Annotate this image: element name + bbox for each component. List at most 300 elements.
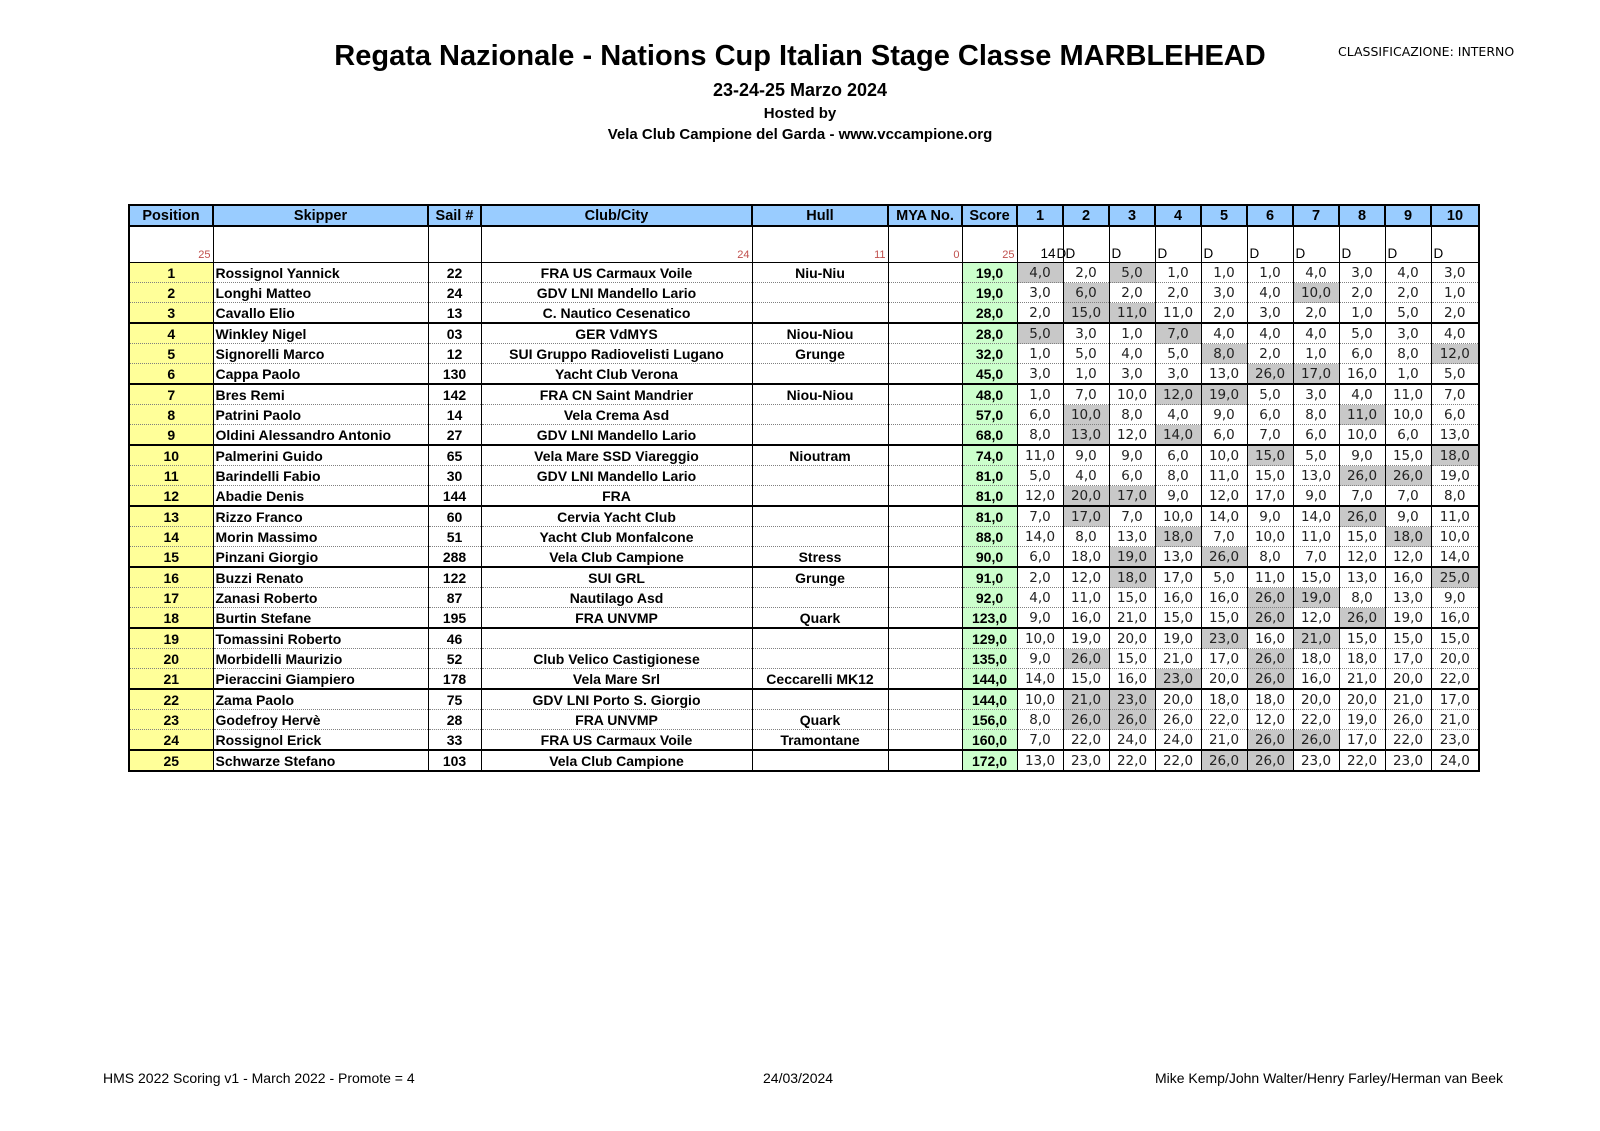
classification-label: CLASSIFICAZIONE: INTERNO <box>1338 44 1515 59</box>
skipper-cell: Bres Remi <box>213 384 428 405</box>
race-10-cell: 20,0 <box>1431 649 1479 669</box>
race-6-cell: 16,0 <box>1247 628 1293 649</box>
position-cell: 23 <box>129 710 213 730</box>
race-3-cell: 3,0 <box>1109 364 1155 385</box>
col-race-2: 2 <box>1063 205 1109 226</box>
mya-cell <box>888 486 962 507</box>
score-cell: 32,0 <box>962 344 1017 364</box>
table-row <box>129 628 1479 649</box>
race-3-cell: 16,0 <box>1109 669 1155 690</box>
table-row <box>129 466 1479 486</box>
race-7-cell: 17,0 <box>1293 364 1339 385</box>
race-5-cell: 19,0 <box>1201 384 1247 405</box>
race-7-cell: 16,0 <box>1293 669 1339 690</box>
race-2-cell: 7,0 <box>1063 384 1109 405</box>
position-cell: 20 <box>129 649 213 669</box>
race-10-cell: 15,0 <box>1431 628 1479 649</box>
position-cell: 21 <box>129 669 213 690</box>
hull-cell <box>752 750 888 771</box>
race-1-cell: 6,0 <box>1017 547 1063 568</box>
race-5-cell: 9,0 <box>1201 405 1247 425</box>
score-cell: 144,0 <box>962 689 1017 710</box>
race-9-cell: 1,0 <box>1385 364 1431 385</box>
mya-cell <box>888 445 962 466</box>
race-9-cell: 16,0 <box>1385 567 1431 588</box>
race-4-cell: 6,0 <box>1155 445 1201 466</box>
mya-cell <box>888 364 962 385</box>
score-cell: 19,0 <box>962 283 1017 303</box>
sail-cell: 103 <box>428 750 481 771</box>
race-7-cell: 8,0 <box>1293 405 1339 425</box>
race-2-cell: 5,0 <box>1063 344 1109 364</box>
race-3-cell: 24,0 <box>1109 730 1155 751</box>
race-5-cell: 5,0 <box>1201 567 1247 588</box>
race-8-cell: 21,0 <box>1339 669 1385 690</box>
race-6-cell: 4,0 <box>1247 323 1293 344</box>
race-9-cell: 9,0 <box>1385 506 1431 527</box>
race-1-cell: 14,0 <box>1017 527 1063 547</box>
count-race-9: D <box>1385 226 1431 263</box>
hull-cell: Niu-Niu <box>752 263 888 283</box>
race-7-cell: 13,0 <box>1293 466 1339 486</box>
race-4-cell: 7,0 <box>1155 323 1201 344</box>
hull-cell: Grunge <box>752 344 888 364</box>
race-8-cell: 20,0 <box>1339 689 1385 710</box>
race-8-cell: 7,0 <box>1339 486 1385 507</box>
race-1-cell: 5,0 <box>1017 323 1063 344</box>
table-row <box>129 567 1479 588</box>
race-5-cell: 10,0 <box>1201 445 1247 466</box>
race-9-cell: 22,0 <box>1385 730 1431 751</box>
club-cell: Cervia Yacht Club <box>481 506 752 527</box>
table-row <box>129 384 1479 405</box>
score-cell: 123,0 <box>962 608 1017 629</box>
count-hull: 11 <box>752 226 888 263</box>
score-cell: 135,0 <box>962 649 1017 669</box>
count-race-2: D <box>1063 226 1109 263</box>
hull-cell <box>752 466 888 486</box>
race-8-cell: 26,0 <box>1339 608 1385 629</box>
club-cell: Nautilago Asd <box>481 588 752 608</box>
race-10-cell: 23,0 <box>1431 730 1479 751</box>
race-6-cell: 26,0 <box>1247 750 1293 771</box>
col-race-1: 1 <box>1017 205 1063 226</box>
race-5-cell: 22,0 <box>1201 710 1247 730</box>
race-10-cell: 25,0 <box>1431 567 1479 588</box>
hull-cell: Niou-Niou <box>752 323 888 344</box>
score-cell: 88,0 <box>962 527 1017 547</box>
col-race-5: 5 <box>1201 205 1247 226</box>
race-3-cell: 6,0 <box>1109 466 1155 486</box>
col-score: Score <box>962 205 1017 226</box>
skipper-cell: Burtin Stefane <box>213 608 428 629</box>
sail-cell: 03 <box>428 323 481 344</box>
mya-cell <box>888 425 962 446</box>
race-6-cell: 26,0 <box>1247 364 1293 385</box>
race-4-cell: 2,0 <box>1155 283 1201 303</box>
race-3-cell: 10,0 <box>1109 384 1155 405</box>
mya-cell <box>888 466 962 486</box>
sail-cell: 12 <box>428 344 481 364</box>
race-2-cell: 20,0 <box>1063 486 1109 507</box>
position-cell: 14 <box>129 527 213 547</box>
race-5-cell: 2,0 <box>1201 303 1247 324</box>
race-2-cell: 19,0 <box>1063 628 1109 649</box>
race-2-cell: 11,0 <box>1063 588 1109 608</box>
race-5-cell: 26,0 <box>1201 750 1247 771</box>
race-8-cell: 12,0 <box>1339 547 1385 568</box>
results-table <box>128 204 1480 772</box>
hull-cell <box>752 405 888 425</box>
race-6-cell: 12,0 <box>1247 710 1293 730</box>
race-5-cell: 11,0 <box>1201 466 1247 486</box>
race-10-cell: 9,0 <box>1431 588 1479 608</box>
race-6-cell: 18,0 <box>1247 689 1293 710</box>
race-2-cell: 8,0 <box>1063 527 1109 547</box>
position-cell: 7 <box>129 384 213 405</box>
race-3-cell: 26,0 <box>1109 710 1155 730</box>
race-5-cell: 21,0 <box>1201 730 1247 751</box>
mya-cell <box>888 669 962 690</box>
race-5-cell: 20,0 <box>1201 669 1247 690</box>
race-1-cell: 1,0 <box>1017 384 1063 405</box>
sail-cell: 52 <box>428 649 481 669</box>
race-4-cell: 17,0 <box>1155 567 1201 588</box>
table-row <box>129 750 1479 771</box>
col-race-6: 6 <box>1247 205 1293 226</box>
position-cell: 16 <box>129 567 213 588</box>
race-4-cell: 13,0 <box>1155 547 1201 568</box>
race-5-cell: 12,0 <box>1201 486 1247 507</box>
race-2-cell: 6,0 <box>1063 283 1109 303</box>
sail-cell: 46 <box>428 628 481 649</box>
race-5-cell: 8,0 <box>1201 344 1247 364</box>
race-5-cell: 18,0 <box>1201 689 1247 710</box>
hull-cell: Ceccarelli MK12 <box>752 669 888 690</box>
hull-cell: Stress <box>752 547 888 568</box>
club-cell: FRA CN Saint Mandrier <box>481 384 752 405</box>
skipper-cell: Pinzani Giorgio <box>213 547 428 568</box>
race-1-cell: 1,0 <box>1017 344 1063 364</box>
race-5-cell: 13,0 <box>1201 364 1247 385</box>
race-8-cell: 26,0 <box>1339 466 1385 486</box>
score-cell: 19,0 <box>962 263 1017 283</box>
race-8-cell: 5,0 <box>1339 323 1385 344</box>
skipper-cell: Cavallo Elio <box>213 303 428 324</box>
table-row <box>129 730 1479 751</box>
mya-cell <box>888 263 962 283</box>
race-10-cell: 17,0 <box>1431 689 1479 710</box>
race-2-cell: 1,0 <box>1063 364 1109 385</box>
position-cell: 11 <box>129 466 213 486</box>
race-6-cell: 10,0 <box>1247 527 1293 547</box>
race-3-cell: 18,0 <box>1109 567 1155 588</box>
race-6-cell: 17,0 <box>1247 486 1293 507</box>
race-4-cell: 12,0 <box>1155 384 1201 405</box>
position-cell: 12 <box>129 486 213 507</box>
race-10-cell: 18,0 <box>1431 445 1479 466</box>
mya-cell <box>888 303 962 324</box>
race-8-cell: 11,0 <box>1339 405 1385 425</box>
race-1-cell: 8,0 <box>1017 710 1063 730</box>
count-race-10: D <box>1431 226 1479 263</box>
sail-cell: 130 <box>428 364 481 385</box>
race-3-cell: 22,0 <box>1109 750 1155 771</box>
position-cell: 8 <box>129 405 213 425</box>
race-1-cell: 4,0 <box>1017 263 1063 283</box>
score-cell: 172,0 <box>962 750 1017 771</box>
mya-cell <box>888 527 962 547</box>
score-cell: 81,0 <box>962 466 1017 486</box>
race-6-cell: 26,0 <box>1247 730 1293 751</box>
race-10-cell: 22,0 <box>1431 669 1479 690</box>
race-7-cell: 6,0 <box>1293 425 1339 446</box>
mya-cell <box>888 750 962 771</box>
sail-cell: 24 <box>428 283 481 303</box>
race-10-cell: 14,0 <box>1431 547 1479 568</box>
skipper-cell: Morbidelli Maurizio <box>213 649 428 669</box>
count-club: 24 <box>481 226 752 263</box>
race-3-cell: 11,0 <box>1109 303 1155 324</box>
race-2-cell: 4,0 <box>1063 466 1109 486</box>
club-cell: C. Nautico Cesenatico <box>481 303 752 324</box>
hosted-by-label: Hosted by <box>763 105 837 122</box>
col-hull: Hull <box>752 205 888 226</box>
club-cell: Vela Club Campione <box>481 750 752 771</box>
race-3-cell: 5,0 <box>1109 263 1155 283</box>
race-4-cell: 20,0 <box>1155 689 1201 710</box>
col-sail: Sail # <box>428 205 481 226</box>
race-3-cell: 15,0 <box>1109 588 1155 608</box>
race-4-cell: 16,0 <box>1155 588 1201 608</box>
hull-cell <box>752 689 888 710</box>
score-cell: 81,0 <box>962 486 1017 507</box>
race-2-cell: 13,0 <box>1063 425 1109 446</box>
skipper-cell: Pieraccini Giampiero <box>213 669 428 690</box>
race-6-cell: 15,0 <box>1247 466 1293 486</box>
page-title: Regata Nazionale - Nations Cup Italian Stage Classe MARBLEHEAD <box>334 40 1266 72</box>
race-6-cell: 3,0 <box>1247 303 1293 324</box>
race-6-cell: 8,0 <box>1247 547 1293 568</box>
mya-cell <box>888 649 962 669</box>
race-10-cell: 16,0 <box>1431 608 1479 629</box>
hull-cell: Nioutram <box>752 445 888 466</box>
sail-cell: 60 <box>428 506 481 527</box>
race-7-cell: 18,0 <box>1293 649 1339 669</box>
position-cell: 13 <box>129 506 213 527</box>
col-club: Club/City <box>481 205 752 226</box>
club-cell: GER VdMYS <box>481 323 752 344</box>
race-8-cell: 15,0 <box>1339 628 1385 649</box>
club-cell: GDV LNI Mandello Lario <box>481 283 752 303</box>
race-5-cell: 17,0 <box>1201 649 1247 669</box>
position-cell: 3 <box>129 303 213 324</box>
race-10-cell: 24,0 <box>1431 750 1479 771</box>
sail-cell: 33 <box>428 730 481 751</box>
position-cell: 22 <box>129 689 213 710</box>
mya-cell <box>888 405 962 425</box>
race-9-cell: 19,0 <box>1385 608 1431 629</box>
table-row <box>129 445 1479 466</box>
score-cell: 45,0 <box>962 364 1017 385</box>
club-cell: Club Velico Castigionese <box>481 649 752 669</box>
skipper-cell: Oldini Alessandro Antonio <box>213 425 428 446</box>
club-cell: FRA US Carmaux Voile <box>481 263 752 283</box>
skipper-cell: Longhi Matteo <box>213 283 428 303</box>
race-9-cell: 21,0 <box>1385 689 1431 710</box>
race-1-cell: 6,0 <box>1017 405 1063 425</box>
race-5-cell: 26,0 <box>1201 547 1247 568</box>
race-7-cell: 12,0 <box>1293 608 1339 629</box>
hull-cell <box>752 628 888 649</box>
skipper-cell: Winkley Nigel <box>213 323 428 344</box>
position-cell: 4 <box>129 323 213 344</box>
race-8-cell: 1,0 <box>1339 303 1385 324</box>
hull-cell: Grunge <box>752 567 888 588</box>
mya-cell <box>888 567 962 588</box>
count-mya: 0 <box>888 226 962 263</box>
score-cell: 68,0 <box>962 425 1017 446</box>
club-cell: FRA <box>481 486 752 507</box>
table-row <box>129 608 1479 629</box>
table-row <box>129 649 1479 669</box>
race-7-cell: 4,0 <box>1293 263 1339 283</box>
race-5-cell: 1,0 <box>1201 263 1247 283</box>
skipper-cell: Palmerini Guido <box>213 445 428 466</box>
hull-cell <box>752 588 888 608</box>
race-2-cell: 26,0 <box>1063 649 1109 669</box>
hull-cell <box>752 649 888 669</box>
race-2-cell: 18,0 <box>1063 547 1109 568</box>
hull-cell: Niou-Niou <box>752 384 888 405</box>
race-7-cell: 26,0 <box>1293 730 1339 751</box>
sail-cell: 51 <box>428 527 481 547</box>
hull-cell <box>752 303 888 324</box>
club-cell: FRA US Carmaux Voile <box>481 730 752 751</box>
race-9-cell: 20,0 <box>1385 669 1431 690</box>
race-2-cell: 21,0 <box>1063 689 1109 710</box>
race-10-cell: 3,0 <box>1431 263 1479 283</box>
sail-cell: 144 <box>428 486 481 507</box>
race-1-cell: 14,0 <box>1017 669 1063 690</box>
race-7-cell: 15,0 <box>1293 567 1339 588</box>
skipper-cell: Patrini Paolo <box>213 405 428 425</box>
mya-cell <box>888 689 962 710</box>
position-cell: 10 <box>129 445 213 466</box>
hull-cell <box>752 425 888 446</box>
table-row <box>129 506 1479 527</box>
skipper-cell: Barindelli Fabio <box>213 466 428 486</box>
race-2-cell: 12,0 <box>1063 567 1109 588</box>
hull-cell: Quark <box>752 608 888 629</box>
race-9-cell: 13,0 <box>1385 588 1431 608</box>
mya-cell <box>888 628 962 649</box>
sail-cell: 28 <box>428 710 481 730</box>
club-cell: Vela Mare SSD Viareggio <box>481 445 752 466</box>
skipper-cell: Morin Massimo <box>213 527 428 547</box>
race-6-cell: 26,0 <box>1247 608 1293 629</box>
sail-cell: 14 <box>428 405 481 425</box>
race-1-cell: 2,0 <box>1017 303 1063 324</box>
race-8-cell: 26,0 <box>1339 506 1385 527</box>
race-3-cell: 4,0 <box>1109 344 1155 364</box>
race-9-cell: 6,0 <box>1385 425 1431 446</box>
race-8-cell: 8,0 <box>1339 588 1385 608</box>
table-row <box>129 486 1479 507</box>
race-9-cell: 5,0 <box>1385 303 1431 324</box>
race-5-cell: 23,0 <box>1201 628 1247 649</box>
race-7-cell: 21,0 <box>1293 628 1339 649</box>
race-7-cell: 4,0 <box>1293 323 1339 344</box>
race-7-cell: 7,0 <box>1293 547 1339 568</box>
position-cell: 2 <box>129 283 213 303</box>
position-cell: 24 <box>129 730 213 751</box>
race-8-cell: 3,0 <box>1339 263 1385 283</box>
race-8-cell: 15,0 <box>1339 527 1385 547</box>
race-8-cell: 10,0 <box>1339 425 1385 446</box>
race-4-cell: 24,0 <box>1155 730 1201 751</box>
race-2-cell: 9,0 <box>1063 445 1109 466</box>
race-4-cell: 8,0 <box>1155 466 1201 486</box>
mya-cell <box>888 283 962 303</box>
race-6-cell: 26,0 <box>1247 649 1293 669</box>
sail-cell: 75 <box>428 689 481 710</box>
skipper-cell: Buzzi Renato <box>213 567 428 588</box>
race-10-cell: 6,0 <box>1431 405 1479 425</box>
mya-cell <box>888 323 962 344</box>
race-10-cell: 4,0 <box>1431 323 1479 344</box>
counts-row <box>129 226 1479 263</box>
hull-cell: Quark <box>752 710 888 730</box>
count-race-6: D <box>1247 226 1293 263</box>
club-cell: SUI GRL <box>481 567 752 588</box>
score-cell: 91,0 <box>962 567 1017 588</box>
race-1-cell: 11,0 <box>1017 445 1063 466</box>
race-8-cell: 13,0 <box>1339 567 1385 588</box>
position-cell: 19 <box>129 628 213 649</box>
club-cell: FRA UNVMP <box>481 608 752 629</box>
count-race-8: D <box>1339 226 1385 263</box>
race-6-cell: 7,0 <box>1247 425 1293 446</box>
sail-cell: 27 <box>428 425 481 446</box>
race-7-cell: 20,0 <box>1293 689 1339 710</box>
table-row <box>129 588 1479 608</box>
table-row <box>129 323 1479 344</box>
race-4-cell: 22,0 <box>1155 750 1201 771</box>
race-6-cell: 6,0 <box>1247 405 1293 425</box>
race-3-cell: 15,0 <box>1109 649 1155 669</box>
race-2-cell: 26,0 <box>1063 710 1109 730</box>
race-8-cell: 2,0 <box>1339 283 1385 303</box>
race-10-cell: 2,0 <box>1431 303 1479 324</box>
race-9-cell: 23,0 <box>1385 750 1431 771</box>
race-1-cell: 7,0 <box>1017 730 1063 751</box>
skipper-cell: Zama Paolo <box>213 689 428 710</box>
race-1-cell: 9,0 <box>1017 608 1063 629</box>
race-5-cell: 3,0 <box>1201 283 1247 303</box>
race-4-cell: 26,0 <box>1155 710 1201 730</box>
race-10-cell: 8,0 <box>1431 486 1479 507</box>
race-9-cell: 18,0 <box>1385 527 1431 547</box>
race-5-cell: 4,0 <box>1201 323 1247 344</box>
hull-cell: Tramontane <box>752 730 888 751</box>
race-4-cell: 9,0 <box>1155 486 1201 507</box>
race-9-cell: 2,0 <box>1385 283 1431 303</box>
footer-date: 24/03/2024 <box>763 1070 834 1086</box>
club-cell: FRA UNVMP <box>481 710 752 730</box>
score-cell: 156,0 <box>962 710 1017 730</box>
mya-cell <box>888 344 962 364</box>
